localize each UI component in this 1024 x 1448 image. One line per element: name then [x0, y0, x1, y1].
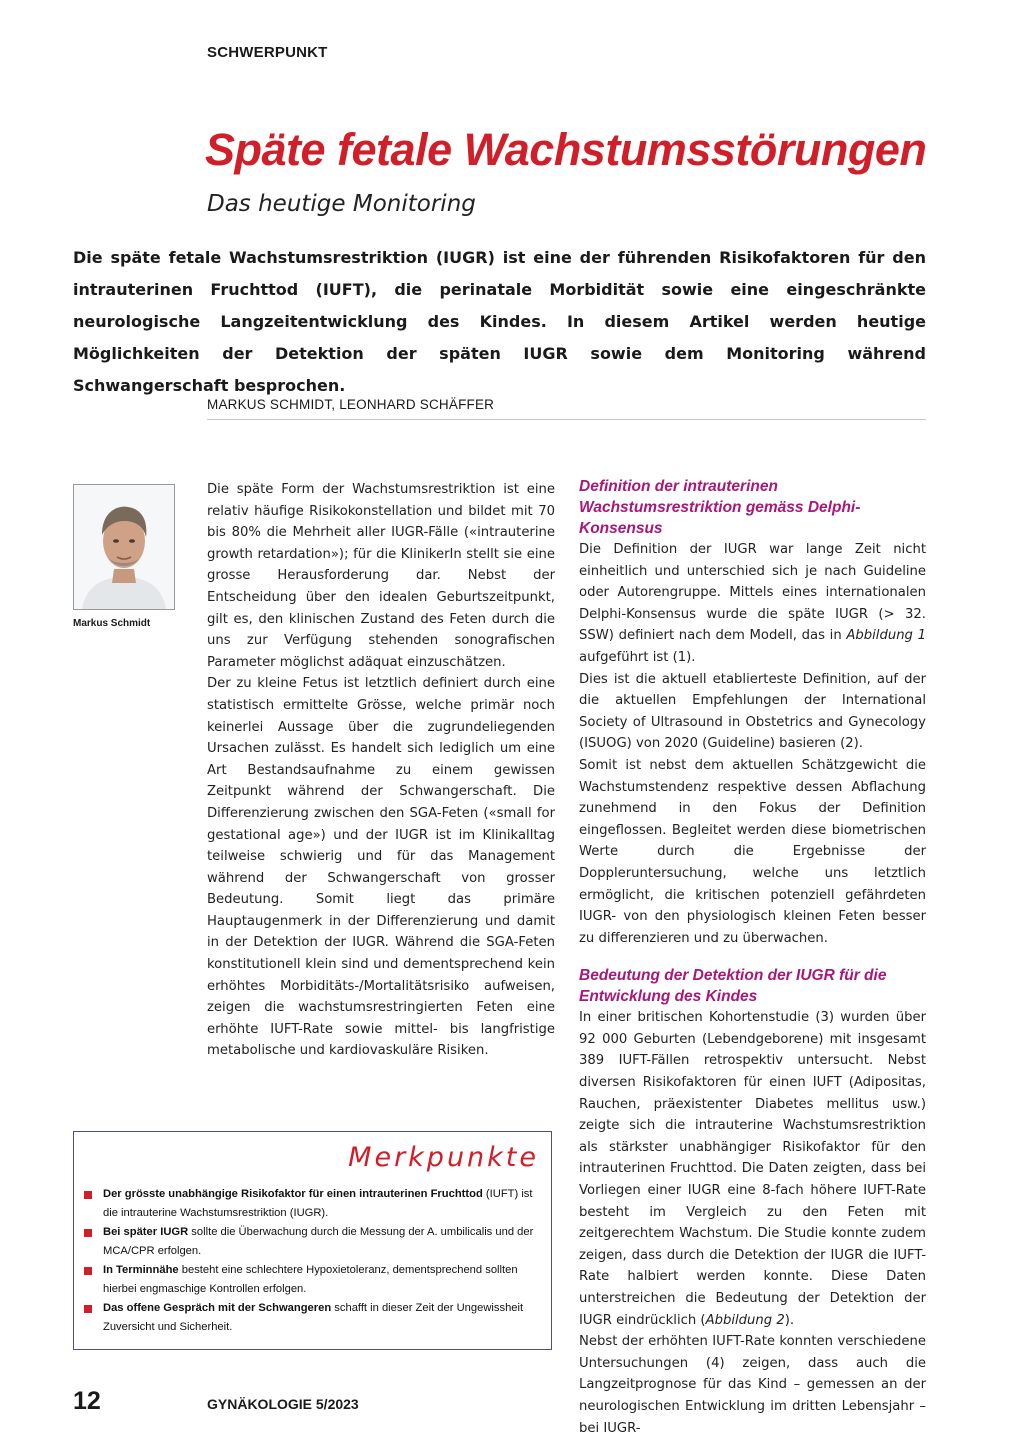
body-paragraph: Die späte Form der Wachstumsrestriktion ist eine relativ häufige Risikokonstellation und bildet mit 70 bis 80% die Mehrheit aller IUGR-Fälle («intrauterine growth retardation»); für die KlinikerIn stellt sie eine grosse Herausforderung dar. Nebst der Entscheidung über den idealen Geburtszeitpunkt, gilt es, den klinischen Zustand des Feten durch die uns zur Verfügung stehenden sonografischen Parameter möglichst adäquat einzuschätzen. [207, 482, 555, 670]
text-run: In einer britischen Kohortenstudie (3) wurden über 92 000 Geburten (Lebendgeborene) mit insgesamt 389 IUFT-Fällen retrospektiv untersucht. Nebst diversen Risikofaktoren für einen IUFT (Adipositas, Rauchen, präexistenter Diabetes mellitus usw.) zeigte sich die intrauterine Wachstumsrestriktion als stärkster unabhängiger Risikofaktor für den intrauterinen Fruchttod. Die Daten zeigten, dass bei Vorliegen einer IUGR eine 8-fach höhere IUFT-Rate besteht im Vergleich zu den Feten mit zeitgerechtem Wachstum. Die Studie konnte zudem zeigen, dass durch die Detektion der IUGR die IUFT-Rate halbiert werden konnte. Diese Daten unterstreichen die Bedeutung der Detektion der IUGR eindrücklich ( [579, 1010, 926, 1328]
article-subtitle: Das heutige Monitoring [207, 191, 476, 217]
photo-caption: Markus Schmidt [73, 618, 151, 629]
red-square-bullet-icon [84, 1267, 92, 1275]
merkpunkte-item [84, 1261, 540, 1299]
merkpunkte-item [84, 1223, 540, 1261]
lead-paragraph: Die späte fetale Wachstumsrestriktion (IUGR) ist eine der führenden Risikofaktoren für den intrauterinen Fruchttod (IUFT), die perinatale Morbidität sowie eine eingeschränkte neurologische Langzeitentwicklung des Kindes. In diesem Artikel werden heutige Möglichkeiten der Detektion der späten IUGR sowie dem Monitoring während Schwangerschaft besprochen. [73, 248, 926, 395]
article-title: Späte fetale Wachstumsstörungen [205, 124, 927, 175]
portrait-image [74, 485, 174, 609]
body-paragraph: Der zu kleine Fetus ist letztlich definiert durch eine statistisch ermittelte Grösse, welche primär noch keinerlei Aussage über die zugrundeliegenden Ursachen zulässt. Es handelt sich lediglich um eine Art Bestandsaufnahme zu einem gewissen Zeitpunkt während der Schwangerschaft. Die Differenzierung zwischen den SGA-Feten («small for gestational age») und der IUGR ist im Klinikalltag teilweise schwierig und für das Management während der Schwangerschaft von grosser Bedeutung. Somit liegt das primäre Hauptaugenmerk in der Differenzierung und damit in der Detektion der IUGR. Während die SGA-Feten konstitutionell klein sind und dementsprechend kein erhöhtes Morbiditäts-/Mortalitätsrisiko aufweisen, zeigen die wachstumsrestringierten Feten eine erhöhte IUFT-Rate sowie mittel- bis langfristige metabolische und kardiovaskuläre Risiken. [207, 676, 555, 1059]
figure-reference: Abbildung 1 [846, 628, 926, 644]
body-paragraph: Nebst der erhöhten IUFT-Rate konnten verschiedene Untersuchungen (4) zeigen, dass auch die Langzeitprognose für das Kind – gemessen an der neurologischen Entwicklung im dritten Lebensjahr – bei IUGR- [579, 1334, 926, 1436]
body-paragraph [579, 539, 926, 669]
section-heading-definition: Definition der intrauterinen Wachstumsrestriktion gemäss Delphi-Konsensus [579, 478, 861, 537]
merkpunkte-title: Merkpunkte [348, 1142, 539, 1173]
journal-name: GYNÄKOLOGIE 5/2023 [207, 1396, 359, 1412]
red-square-bullet-icon [84, 1305, 92, 1313]
merkpunkte-list [84, 1185, 540, 1337]
body-paragraph: Dies ist die aktuell etablierteste Definition, auf der die aktuellen Empfehlungen der International Society of Ultrasound in Obstetrics and Gynecology (ISUOG) von 2020 (Guideline) basieren (2). [579, 671, 926, 752]
text-run: ). [784, 1312, 795, 1328]
red-square-bullet-icon [84, 1229, 92, 1237]
text-run: aufgeführt ist (1). [579, 649, 696, 665]
item-emphasis: Der grösste unabhängige Risikofaktor für einen intrauterinen Fruchttod [103, 1188, 483, 1200]
item-emphasis: Bei später IUGR [103, 1226, 189, 1238]
body-paragraph [579, 1007, 926, 1331]
author-divider [207, 419, 926, 420]
item-text: sollte die Überwachung durch die Messung der A. umbilicalis und der MCA/CPR erfolgen. [103, 1226, 534, 1257]
merkpunkte-item [84, 1299, 540, 1337]
page-number: 12 [73, 1387, 101, 1415]
section-label: SCHWERPUNKT [207, 44, 328, 61]
body-column-right [579, 476, 926, 1439]
merkpunkte-item [84, 1185, 540, 1223]
item-emphasis: Das offene Gespräch mit der Schwangeren [103, 1302, 332, 1314]
text-run: Die Definition der IUGR war lange Zeit nicht einheitlich und unterschied sich je nach Guideline oder Autorengruppe. Mittels eines internationalen Delphi-Konsensus wurde die späte IUGR (> 32. SSW) definiert nach dem Modell, das in [579, 542, 926, 644]
body-paragraph: Somit ist nebst dem aktuellen Schätzgewicht die Wachstumstendenz respektive dessen Abflachung zunehmend in den Fokus der Definition eingeflossen. Begleitet werden diese biometrischen Werte durch die Ergebnisse der Doppleruntersuchung, welche uns letztlich ermöglicht, die kritischen potenziell gefährdeten IUGR- von den physiologisch kleinen Feten besser zu differenzieren und zu überwachen. [579, 757, 926, 946]
body-column-left [207, 479, 555, 1062]
item-emphasis: In Terminnähe [103, 1264, 179, 1276]
section-heading-significance: Bedeutung der Detektion der IUGR für die Entwicklung des Kindes [579, 967, 887, 1006]
item-text: besteht eine schlechtere Hypoxietoleranz, dementsprechend sollten hierbei engmaschige Kontrollen erfolgen. [103, 1264, 518, 1295]
merkpunkte-box [73, 1131, 552, 1350]
red-square-bullet-icon [84, 1191, 92, 1199]
author-photo [73, 484, 175, 610]
item-text: schafft in dieser Zeit der Ungewissheit Zuversicht und Sicherheit. [103, 1302, 524, 1333]
item-text: (IUFT) ist die intrauterine Wachstumsrestriktion (IUGR). [103, 1188, 533, 1219]
figure-reference: Abbildung 2 [705, 1312, 785, 1328]
author-line: MARKUS SCHMIDT, LEONHARD SCHÄFFER [207, 397, 495, 412]
